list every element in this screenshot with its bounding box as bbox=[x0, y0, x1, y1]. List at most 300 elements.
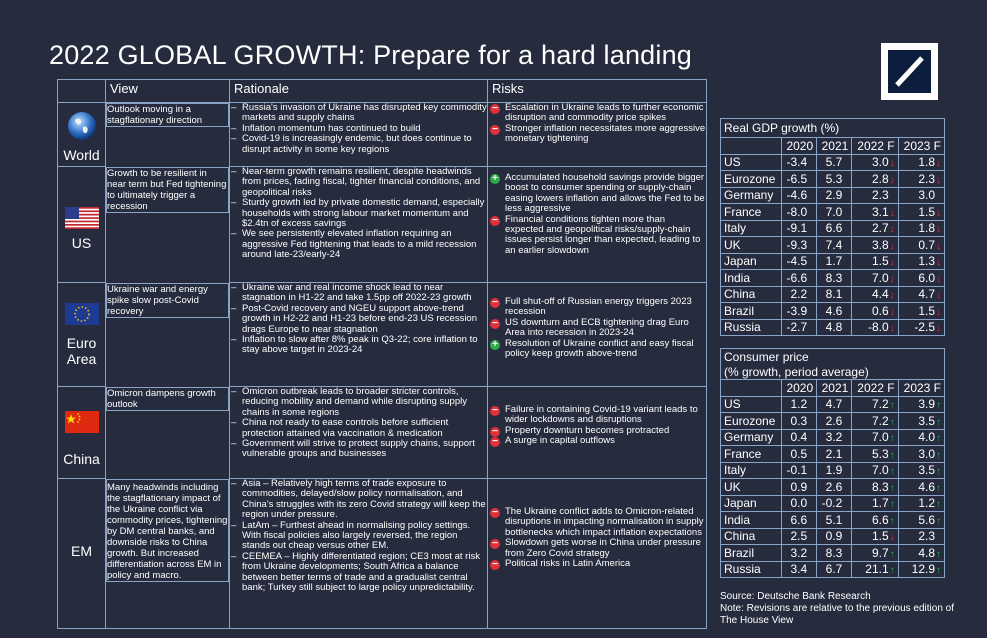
value-text: 2.5 bbox=[790, 529, 808, 544]
country-name: Japan bbox=[721, 495, 782, 512]
table-row bbox=[721, 154, 945, 171]
header-rationale: Rationale bbox=[230, 80, 488, 103]
value-cell bbox=[781, 479, 816, 496]
value-cell bbox=[852, 396, 898, 413]
view-cell bbox=[106, 283, 229, 318]
value-text: 9.7 bbox=[871, 545, 889, 560]
rationale-item: – Covid-19 is increasingly endemic, but does continue to disrupt activity in some key regions bbox=[230, 134, 487, 155]
value-cell bbox=[898, 286, 944, 303]
cpi-table bbox=[720, 348, 945, 578]
value-text: 2.2 bbox=[790, 287, 808, 302]
value-text: 3.4 bbox=[790, 562, 808, 577]
value-text: 8.3 bbox=[871, 479, 889, 494]
value-cell bbox=[781, 204, 816, 221]
minus-icon: − bbox=[490, 508, 500, 518]
value-text: 2.9 bbox=[825, 188, 843, 203]
column-header: 2022 F bbox=[852, 380, 898, 397]
rationale-cell bbox=[230, 103, 488, 167]
value-cell bbox=[817, 286, 852, 303]
source-text: Source: Deutsche Bank Research bbox=[720, 591, 871, 602]
value-text: 7.2 bbox=[871, 413, 889, 428]
plus-icon: + bbox=[490, 340, 500, 350]
arrow-down-icon: ↓ bbox=[889, 174, 895, 186]
arrow-down-icon: ↓ bbox=[936, 174, 941, 186]
outlook-table bbox=[57, 79, 707, 629]
table-row bbox=[721, 429, 945, 446]
value-cell bbox=[898, 237, 944, 254]
deutsche-bank-logo bbox=[881, 43, 938, 100]
risk-text: Resolution of Ukraine conflict and easy fiscal policy keep growth above-trend bbox=[505, 337, 694, 360]
china-flag-icon bbox=[65, 411, 99, 433]
risk-item bbox=[488, 173, 706, 215]
value-cell bbox=[781, 187, 816, 204]
risk-item bbox=[488, 318, 706, 339]
rationale-item: – LatAm – Furthest ahead in normalising policy settings. With fiscal policies also largely reversed, the region stands out cheap versus other EM. bbox=[230, 521, 487, 552]
value-text: 1.5 bbox=[918, 303, 935, 318]
value-cell bbox=[781, 286, 816, 303]
value-text: 6.7 bbox=[825, 562, 843, 577]
column-header: 2022 F bbox=[852, 138, 898, 155]
value-text: 1.8 bbox=[918, 221, 935, 236]
value-cell bbox=[817, 561, 852, 578]
value-text: -0.1 bbox=[786, 463, 808, 478]
value-text: 1.9 bbox=[825, 463, 843, 478]
table-row bbox=[58, 283, 707, 387]
value-cell bbox=[781, 528, 816, 545]
plus-icon: + bbox=[490, 174, 500, 184]
value-cell bbox=[817, 237, 852, 254]
value-cell bbox=[817, 528, 852, 545]
value-cell bbox=[817, 171, 852, 188]
rationale-item: – Inflation momentum has continued to build bbox=[230, 124, 487, 134]
cpi-table-subtitle: (% growth, period average) bbox=[721, 364, 945, 380]
value-cell bbox=[781, 462, 816, 479]
table-row bbox=[721, 462, 945, 479]
value-text: -2.7 bbox=[786, 320, 808, 335]
value-text: 4.7 bbox=[918, 287, 935, 302]
arrow-down-icon: ↓ bbox=[889, 532, 895, 544]
column-header: 2020 bbox=[781, 138, 816, 155]
globe-icon bbox=[67, 111, 97, 141]
risk-item bbox=[488, 215, 706, 257]
value-text: -0.2 bbox=[821, 496, 843, 511]
value-cell bbox=[817, 187, 852, 204]
risk-text: Slowdown gets worse in China under pressure from Zero Covid strategy bbox=[505, 537, 701, 559]
country-name: UK bbox=[721, 237, 782, 254]
value-cell bbox=[781, 171, 816, 188]
arrow-down-icon: ↓ bbox=[889, 240, 895, 252]
view-cell bbox=[106, 387, 229, 411]
rationale-cell bbox=[230, 479, 488, 629]
value-text: 3.5 bbox=[918, 463, 935, 478]
risk-text: Political risks in Latin America bbox=[505, 558, 631, 570]
value-cell bbox=[898, 303, 944, 320]
table-row bbox=[721, 495, 945, 512]
rationale-cell bbox=[230, 167, 488, 283]
value-cell bbox=[817, 545, 852, 562]
value-text: 5.3 bbox=[825, 171, 843, 186]
value-cell bbox=[852, 171, 898, 188]
region-name: Euro Area bbox=[66, 335, 97, 367]
value-cell bbox=[781, 220, 816, 237]
table-row bbox=[721, 286, 945, 303]
value-text: 0.4 bbox=[790, 430, 808, 445]
value-cell bbox=[898, 545, 944, 562]
region-cell bbox=[58, 479, 106, 629]
value-text: 6.6 bbox=[825, 221, 843, 236]
value-text: -8.0 bbox=[786, 204, 808, 219]
country-name: Italy bbox=[721, 220, 782, 237]
value-cell bbox=[898, 561, 944, 578]
arrow-up-icon: ↑ bbox=[889, 565, 895, 577]
value-cell bbox=[781, 396, 816, 413]
value-text: -9.3 bbox=[786, 237, 808, 252]
value-cell bbox=[898, 270, 944, 287]
arrow-up-icon: ↑ bbox=[889, 482, 895, 494]
value-cell bbox=[852, 319, 898, 336]
value-text: 7.0 bbox=[871, 463, 889, 478]
minus-icon: − bbox=[490, 319, 500, 329]
risk-item bbox=[488, 559, 706, 569]
value-cell bbox=[817, 429, 852, 446]
value-cell bbox=[852, 187, 898, 204]
value-cell bbox=[852, 270, 898, 287]
value-cell bbox=[852, 220, 898, 237]
arrow-down-icon: ↓ bbox=[889, 306, 895, 318]
value-text: 4.7 bbox=[825, 397, 843, 412]
value-cell bbox=[817, 479, 852, 496]
arrow-down-icon: ↓ bbox=[889, 257, 895, 269]
value-text: -2.5 bbox=[914, 320, 935, 335]
risk-item bbox=[488, 538, 706, 559]
value-text: 7.2 bbox=[871, 397, 889, 412]
arrow-up-icon: ↑ bbox=[889, 466, 895, 478]
risk-item bbox=[488, 507, 706, 538]
region-cell bbox=[58, 387, 106, 479]
value-text: 3.1 bbox=[871, 204, 889, 219]
country-name: Brazil bbox=[721, 303, 782, 320]
country-name: Eurozone bbox=[721, 413, 782, 430]
value-cell bbox=[852, 561, 898, 578]
value-text: 8.1 bbox=[825, 287, 843, 302]
value-text: 8.3 bbox=[825, 545, 843, 560]
arrow-up-icon: ↑ bbox=[889, 433, 895, 445]
risk-text: Failure in containing Covid-19 variant leads to wider lockdowns and disruptions bbox=[505, 404, 698, 426]
value-text: 8.3 bbox=[825, 270, 843, 285]
arrow-up-icon: ↑ bbox=[889, 548, 895, 560]
table-row bbox=[58, 479, 707, 629]
value-text: 5.1 bbox=[825, 512, 843, 527]
minus-icon: − bbox=[490, 437, 500, 447]
table-row bbox=[721, 446, 945, 463]
country-name: Italy bbox=[721, 462, 782, 479]
footnote bbox=[720, 591, 970, 627]
value-cell bbox=[852, 545, 898, 562]
value-text: 2.6 bbox=[825, 479, 843, 494]
arrow-up-icon: ↑ bbox=[889, 416, 895, 428]
value-cell bbox=[898, 479, 944, 496]
value-cell bbox=[898, 413, 944, 430]
arrow-up-icon: ↑ bbox=[936, 433, 941, 445]
minus-icon: − bbox=[490, 216, 500, 226]
value-cell bbox=[817, 413, 852, 430]
arrow-up-icon: ↑ bbox=[889, 400, 895, 412]
table-row bbox=[721, 512, 945, 529]
value-text: 0.3 bbox=[790, 413, 808, 428]
table-row bbox=[721, 528, 945, 545]
value-cell bbox=[852, 429, 898, 446]
outlook-header-row bbox=[58, 80, 707, 103]
value-cell bbox=[852, 495, 898, 512]
table-row bbox=[721, 545, 945, 562]
region-cell bbox=[58, 283, 106, 387]
value-text: 2.1 bbox=[825, 446, 843, 461]
value-text: -8.0 bbox=[867, 320, 889, 335]
header-blank bbox=[721, 138, 782, 155]
view-text: Many headwinds including the stagflationary impact of the Ukraine conflict via commodity prices, tightening by DM central banks, and downside risks to China growth. But increased differentiation across EM in policy and macro. bbox=[107, 481, 228, 581]
value-cell bbox=[898, 462, 944, 479]
value-text: 3.5 bbox=[918, 413, 935, 428]
region-cell bbox=[58, 103, 106, 167]
risks-cell bbox=[488, 167, 707, 283]
arrow-down-icon: ↓ bbox=[936, 290, 941, 302]
rationale-cell bbox=[230, 387, 488, 479]
value-text: 0.9 bbox=[825, 529, 843, 544]
region-cell bbox=[58, 167, 106, 283]
table-row bbox=[721, 237, 945, 254]
value-cell bbox=[898, 528, 944, 545]
value-text: 12.9 bbox=[911, 562, 935, 577]
value-cell bbox=[852, 512, 898, 529]
value-text: 1.2 bbox=[918, 496, 935, 511]
view-cell bbox=[106, 167, 229, 213]
value-text: 21.1 bbox=[865, 562, 889, 577]
table-row bbox=[721, 319, 945, 336]
header-view: View bbox=[106, 80, 230, 103]
note-text: Note: Revisions are relative to the previous edition of The House View bbox=[720, 603, 955, 626]
value-cell bbox=[852, 413, 898, 430]
table-row bbox=[721, 187, 945, 204]
risks-cell bbox=[488, 387, 707, 479]
table-row bbox=[58, 387, 707, 479]
value-text: 1.3 bbox=[918, 254, 935, 269]
region-name: EM bbox=[71, 543, 92, 559]
risk-text: Property downturn becomes protracted bbox=[505, 424, 670, 436]
arrow-up-icon: ↑ bbox=[936, 416, 941, 428]
value-cell bbox=[781, 561, 816, 578]
value-cell bbox=[781, 413, 816, 430]
view-cell bbox=[106, 103, 229, 127]
value-text: 7.0 bbox=[871, 270, 889, 285]
value-cell bbox=[817, 303, 852, 320]
value-text: 2.3 bbox=[871, 188, 889, 203]
value-cell bbox=[898, 396, 944, 413]
value-cell bbox=[852, 479, 898, 496]
rationale-item: – Sturdy growth led by private domestic demand, especially households with strong labour market momentum and $2.4tn of excess savings bbox=[230, 198, 487, 229]
value-text: 5.3 bbox=[871, 446, 889, 461]
value-text: 7.0 bbox=[825, 204, 843, 219]
value-cell bbox=[781, 512, 816, 529]
country-name: US bbox=[721, 154, 782, 171]
value-cell bbox=[852, 286, 898, 303]
value-text: 1.5 bbox=[871, 529, 889, 544]
arrow-up-icon: ↑ bbox=[936, 482, 941, 494]
value-cell bbox=[817, 154, 852, 171]
risk-item bbox=[488, 124, 706, 145]
value-cell bbox=[817, 220, 852, 237]
value-cell bbox=[898, 187, 944, 204]
table-row bbox=[58, 103, 707, 167]
value-text: 1.2 bbox=[790, 397, 808, 412]
value-cell bbox=[781, 303, 816, 320]
value-cell bbox=[817, 446, 852, 463]
arrow-up-icon: ↑ bbox=[936, 499, 941, 511]
minus-icon: − bbox=[490, 539, 500, 549]
value-cell bbox=[852, 253, 898, 270]
risk-item bbox=[488, 297, 706, 318]
table-row bbox=[721, 561, 945, 578]
value-cell bbox=[781, 270, 816, 287]
value-cell bbox=[781, 495, 816, 512]
header-blank bbox=[721, 380, 782, 397]
arrow-down-icon: ↓ bbox=[936, 207, 941, 219]
value-text: 3.0 bbox=[918, 446, 935, 461]
table-header-row bbox=[721, 380, 945, 397]
arrow-down-icon: ↓ bbox=[889, 323, 895, 335]
risk-item bbox=[488, 103, 706, 124]
value-text: 7.0 bbox=[871, 430, 889, 445]
minus-icon: − bbox=[490, 298, 500, 308]
arrow-down-icon: ↓ bbox=[889, 207, 895, 219]
value-text: 4.6 bbox=[825, 303, 843, 318]
table-row bbox=[721, 171, 945, 188]
value-text: 3.0 bbox=[918, 188, 935, 203]
risk-item bbox=[488, 339, 706, 360]
risk-text: Escalation in Ukraine leads to further economic disruption and commodity price spikes bbox=[505, 102, 704, 124]
value-cell bbox=[898, 171, 944, 188]
header-blank bbox=[58, 80, 106, 103]
table-row bbox=[721, 479, 945, 496]
risks-cell bbox=[488, 103, 707, 167]
table-header-row bbox=[721, 138, 945, 155]
rationale-item: – Government will strive to protect supply chains, support vulnerable groups and businesses bbox=[230, 439, 487, 460]
value-text: 0.6 bbox=[871, 303, 889, 318]
value-text: -3.4 bbox=[786, 155, 808, 170]
rationale-item: – CEEMEA – Highly differentiated region; CE3 most at risk from Ukraine developments; South Africa a balance between better terms of trade and a gradualist central bank; Turkey still subject to large policy unpredictability. bbox=[230, 552, 487, 594]
minus-icon: − bbox=[490, 406, 500, 416]
view-cell bbox=[106, 479, 229, 582]
table-row bbox=[721, 253, 945, 270]
value-cell bbox=[852, 154, 898, 171]
value-cell bbox=[817, 462, 852, 479]
view-text: Omicron dampens growth outlook bbox=[107, 387, 216, 410]
value-text: 0.9 bbox=[790, 479, 808, 494]
value-cell bbox=[898, 220, 944, 237]
table-row bbox=[721, 396, 945, 413]
gdp-table bbox=[720, 118, 945, 336]
arrow-up-icon: ↑ bbox=[936, 548, 941, 560]
arrow-down-icon: ↓ bbox=[889, 224, 895, 236]
value-text: -6.5 bbox=[786, 171, 808, 186]
value-text: 7.4 bbox=[825, 237, 843, 252]
rationale-item: – Near-term growth remains resilient, despite headwinds from prices, fading fiscal, tighter financial conditions, and geopolitical risks bbox=[230, 167, 487, 198]
value-cell bbox=[817, 204, 852, 221]
value-cell bbox=[852, 462, 898, 479]
value-text: 1.7 bbox=[825, 254, 843, 269]
view-text: Ukraine war and energy spike slow post-Covid recovery bbox=[107, 283, 208, 317]
country-name: UK bbox=[721, 479, 782, 496]
value-text: -9.1 bbox=[786, 221, 808, 236]
value-text: 4.0 bbox=[918, 430, 935, 445]
value-cell bbox=[898, 446, 944, 463]
arrow-down-icon: ↓ bbox=[889, 158, 895, 170]
risk-text: Stronger inflation necessitates more aggressive monetary tightening bbox=[505, 122, 706, 145]
table-row bbox=[721, 413, 945, 430]
value-cell bbox=[898, 495, 944, 512]
value-text: 2.6 bbox=[825, 413, 843, 428]
country-name: Germany bbox=[721, 187, 782, 204]
value-cell bbox=[852, 446, 898, 463]
value-cell bbox=[898, 154, 944, 171]
value-cell bbox=[898, 204, 944, 221]
value-text: 0.7 bbox=[918, 237, 935, 252]
rationale-item: – Omicron outbreak leads to broader stricter controls, reducing mobility and demand while disrupting supply chains in some regions bbox=[230, 387, 487, 418]
value-text: 5.6 bbox=[918, 512, 935, 527]
value-cell bbox=[781, 446, 816, 463]
value-text: 3.0 bbox=[871, 155, 889, 170]
value-text: 4.8 bbox=[825, 320, 843, 335]
header-risks: Risks bbox=[488, 80, 707, 103]
rationale-item: – Post-Covid recovery and NGEU support above-trend growth in H2-22 and H1-23 before end-23 US recession drags Europe to near stagnation bbox=[230, 304, 487, 335]
value-text: 5.7 bbox=[825, 155, 843, 170]
value-cell bbox=[781, 545, 816, 562]
risk-item bbox=[488, 405, 706, 426]
value-text: -6.6 bbox=[786, 270, 808, 285]
value-text: -4.5 bbox=[786, 254, 808, 269]
table-row bbox=[721, 204, 945, 221]
value-cell bbox=[898, 319, 944, 336]
table-row bbox=[721, 270, 945, 287]
rationale-item: – China not ready to ease controls before sufficient protection attained via vaccination & medication bbox=[230, 418, 487, 439]
value-cell bbox=[852, 303, 898, 320]
value-cell bbox=[852, 528, 898, 545]
value-cell bbox=[781, 253, 816, 270]
value-text: 2.8 bbox=[871, 171, 889, 186]
region-name: World bbox=[63, 147, 100, 163]
column-header: 2023 F bbox=[898, 380, 944, 397]
value-text: 2.3 bbox=[918, 529, 935, 544]
cpi-table-title: Consumer price bbox=[721, 349, 945, 365]
country-name: US bbox=[721, 396, 782, 413]
arrow-down-icon: ↓ bbox=[889, 273, 895, 285]
column-header: 2021 bbox=[817, 380, 852, 397]
risks-cell bbox=[488, 283, 707, 387]
country-name: Germany bbox=[721, 429, 782, 446]
arrow-down-icon: ↓ bbox=[936, 323, 941, 335]
minus-icon: − bbox=[490, 560, 500, 570]
arrow-down-icon: ↓ bbox=[936, 224, 941, 236]
value-cell bbox=[898, 429, 944, 446]
us-flag-icon bbox=[65, 207, 99, 229]
value-text: 1.5 bbox=[918, 204, 935, 219]
view-text: Growth to be resilient in near term but Fed tightening to ultimately trigger a recession bbox=[107, 167, 227, 212]
value-cell bbox=[817, 396, 852, 413]
risks-cell bbox=[488, 479, 707, 629]
risk-text: Financial conditions tighten more than expected and geopolitical risks/supply-chain issues persist longer than expected, leading to an earlier slowdown bbox=[505, 213, 701, 256]
column-header: 2020 bbox=[781, 380, 816, 397]
value-cell bbox=[781, 237, 816, 254]
region-name: US bbox=[71, 235, 92, 251]
